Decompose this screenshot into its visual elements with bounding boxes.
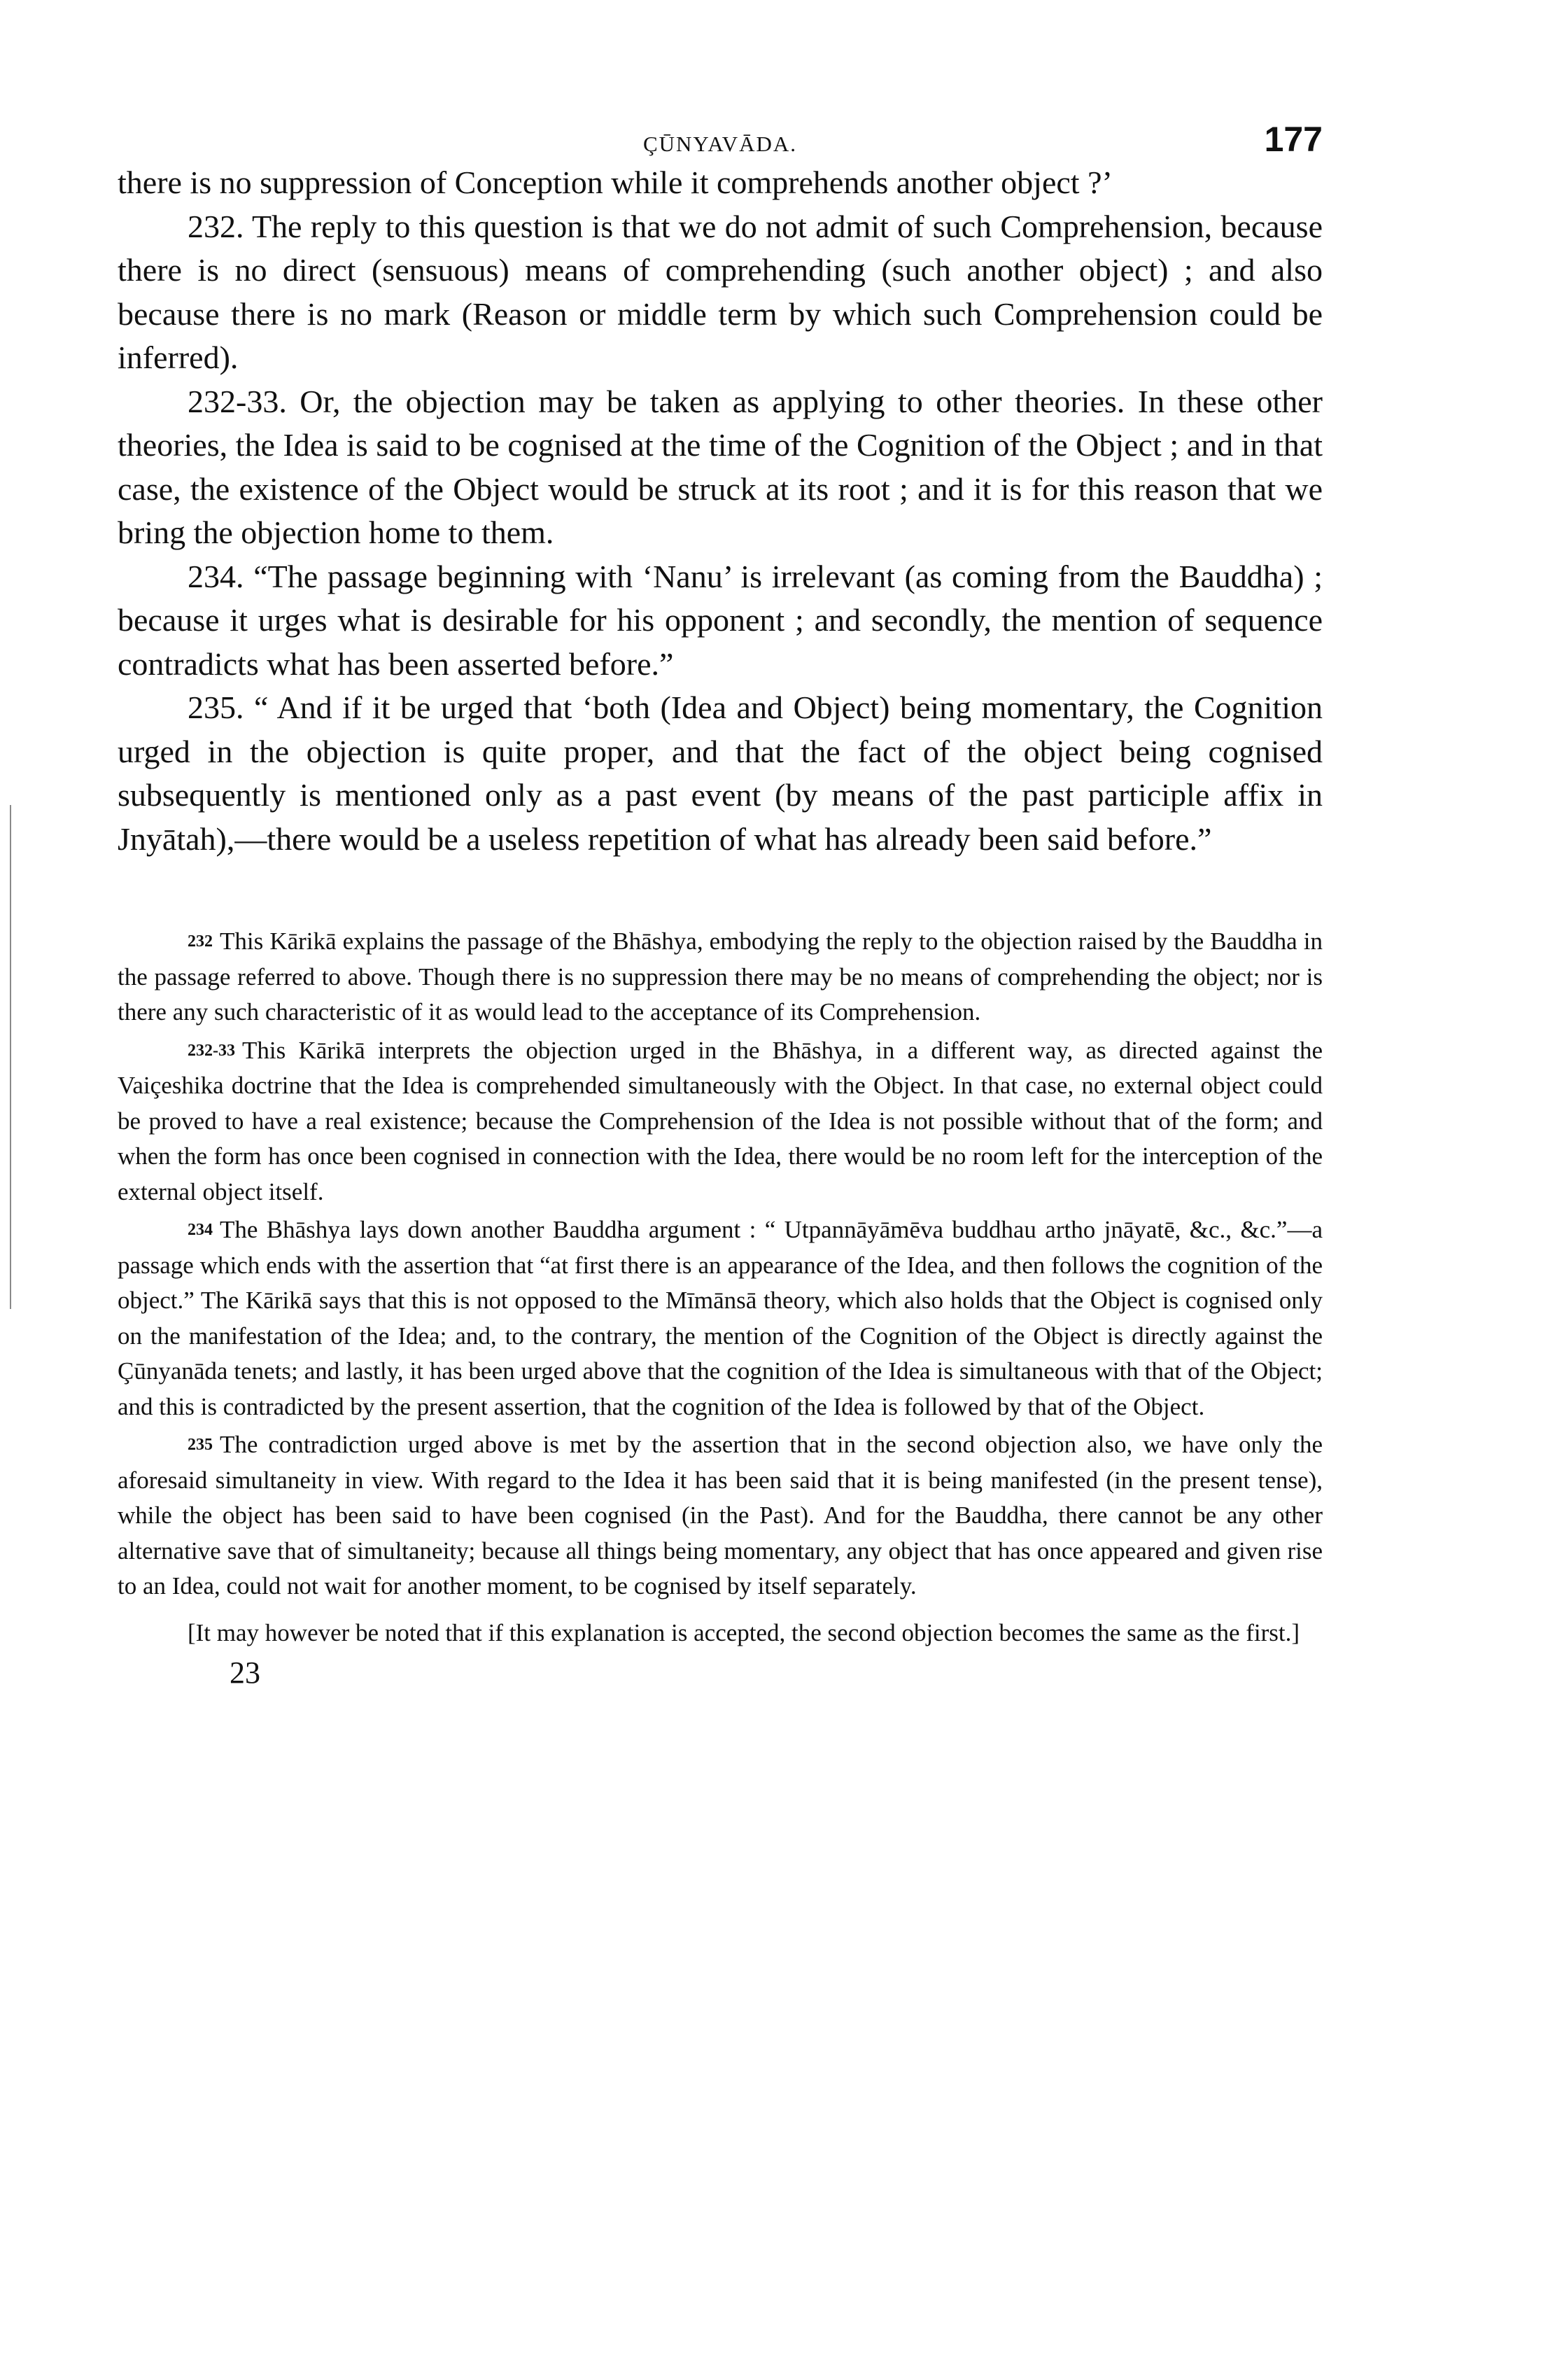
footnote-232 bbox=[118, 924, 1323, 1030]
footnote-text: This Kārikā interprets the objection urged in the Bhāshya, in a different way, as directed against the Vaiçeshika doctrine that the Idea is comprehended simultaneously with the Object. In that case, no external object could be proved to have a real existence; because the Comprehension of the Idea is not possible without that of the form; and when the form has once been cognised in connection with the Idea, there would be no room left for the interception of the external object itself. bbox=[118, 1036, 1323, 1205]
footnote-text: The Bhāshya lays down another Bauddha argument : “ Utpannāyāmēva buddhau artho jnāyatē, &c., &c.”—a passage which ends with the assertion that “at first there is an appearance of the Idea, and then follows the cognition of the object.” The Kārikā says that this is not opposed to the Mīmānsā theory, which also holds that the Object is cognised only on the manifestation of the Idea; and, to the contrary, the mention of the Cognition of the Object is directly against the Çūnyanāda tenets; and lastly, it has been urged above that the cognition of the Idea is simultaneous with that of the Object; and this is contradicted by the present assertion, that the cognition of the Idea is followed by that of the Object. bbox=[118, 1216, 1323, 1420]
paragraph-continuation: there is no suppression of Conception while it comprehends another object ?’ bbox=[118, 164, 1113, 200]
paragraph-235: 235. “ And if it be urged that ‘both (Idea and Object) being momentary, the Cognition urged in the objection is quite proper, and that the fact of the object being cognised subsequently is mentioned only as a past event (by means of the past participle affix in Jnyātah),—there would be a useless repetition of what has already been said before.” bbox=[118, 690, 1323, 857]
footnote-marker: 234 bbox=[188, 1221, 213, 1239]
footnote-marker: 232-33 bbox=[188, 1041, 235, 1060]
footnote-text: The contradiction urged above is met by the assertion that in the second objection also, we have only the aforesaid simultaneity in view. With regard to the Idea it has been said that it is being manifested (in the present tense), while the object has been said to have been cognised (in the Past). And for the Bauddha, there cannot be any other alternative save that of simultaneity; because all things being momentary, any object that has once appeared and given rise to an Idea, could not wait for another moment, to be cognised by itself separately. bbox=[118, 1431, 1323, 1600]
footnote-text: This Kārikā explains the passage of the Bhāshya, embodying the reply to the objection raised by the Bauddha in the passage referred to above. Though there is no suppression there may be no means of comprehending the object; nor is there any such characteristic of it as would lead to the acceptance of its Comprehension. bbox=[118, 927, 1323, 1026]
paragraph-232: 232. The reply to this question is that we do not admit of such Comprehension, because there is no direct (sensuous) means of comprehending (such another object) ; and also because there is no mark (Reason or middle term by which such Comprehension could be inferred). bbox=[118, 208, 1323, 375]
signature-mark: 23 bbox=[230, 1656, 260, 1690]
footnote-marker: 232 bbox=[188, 932, 213, 951]
paragraph-234: 234. “The passage beginning with ‘Nanu’ is irrelevant (as coming from the Bauddha) ; because it urges what is desirable for his opponent ; and secondly, the mention of sequence contradicts what has been asserted before.” bbox=[118, 558, 1323, 682]
footnotes bbox=[118, 924, 1323, 1651]
paragraph-232-33: 232-33. Or, the objection may be taken as applying to other theories. In these other theories, the Idea is said to be cognised at the time of the Cognition of the Object ; and in that case, the existence of the Object would be struck at its root ; and it is for this reason that we bring the objection home to them. bbox=[118, 383, 1323, 550]
running-title: ÇŪNYAVĀDA. bbox=[642, 132, 798, 156]
footnote-marker: 235 bbox=[188, 1436, 213, 1454]
footnote-232-33 bbox=[118, 1033, 1323, 1210]
footnote-235 bbox=[118, 1427, 1323, 1604]
book-page bbox=[118, 105, 1323, 1690]
page-edge-rule bbox=[10, 805, 11, 1309]
main-text bbox=[118, 161, 1323, 861]
running-header bbox=[118, 105, 1323, 161]
page-number: 177 bbox=[1264, 120, 1323, 159]
footnote-234 bbox=[118, 1212, 1323, 1424]
translator-note: [It may however be noted that if this explanation is accepted, the second objection becomes the same as the first.] bbox=[188, 1618, 1300, 1646]
